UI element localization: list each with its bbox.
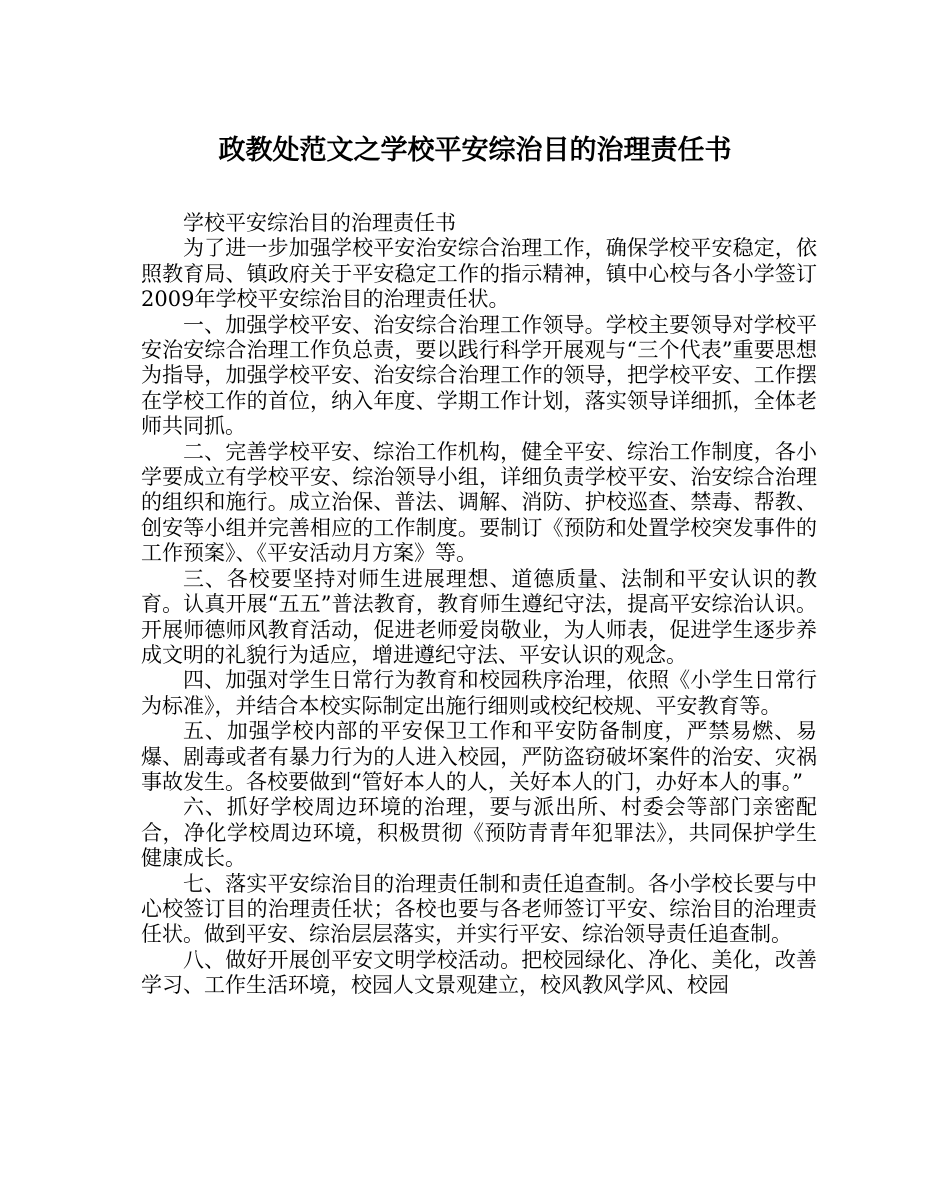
document-title: 政教处范文之学校平安综治目的治理责任书 bbox=[218, 135, 732, 166]
paragraph-item-6: 六、抓好学校周边环境的治理，要与派出所、村委会等部门亲密配合，净化学校周边环境，积极贯彻《预防青青年犯罪法》，共同保护学生健康成长。 bbox=[141, 795, 817, 871]
paragraph-item-4: 四、加强对学生日常行为教育和校园秩序治理，依照《小学生日常行为标准》，并结合本校实际制定出施行细则或校纪校规、平安教育等。 bbox=[141, 668, 817, 718]
paragraph-item-8: 八、做好开展创平安文明学校活动。把校园绿化、净化、美化，改善学习、工作生活环境，校园人文景观建立，校风教风学风、校园 bbox=[141, 947, 817, 998]
paragraph-item-2: 二、完善学校平安、综治工作机构，健全平安、综治工作制度，各小学要成立有学校平安、综治领导小组，详细负责学校平安、治安综合治理的组织和施行。成立治保、普法、调解、消防、护校巡查、禁毒、帮教、创安等小组并完善相应的工作制度。要制订《预防和处置学校突发事件的工作预案》、《平安活动月方案》等。 bbox=[141, 439, 817, 566]
paragraph-intro: 为了进一步加强学校平安治安综合治理工作，确保学校平安稳定，依照教育局、镇政府关于平安稳定工作的指示精神，镇中心校与各小学签订2009年学校平安综治目的治理责任状。 bbox=[141, 236, 817, 312]
paragraph-subtitle: 学校平安综治目的治理责任书 bbox=[183, 211, 456, 235]
paragraph-item-3: 三、各校要坚持对师生进展理想、道德质量、法制和平安认识的教育。认真开展“五五”普法教育，教育师生遵纪守法，提高平安综治认识。开展师德师风教育活动，促进老师爱岗敬业，为人师表，促进学生逐步养成文明的礼貌行为适应，增进遵纪守法、平安认识的观念。 bbox=[141, 566, 817, 667]
paragraph-item-1: 一、加强学校平安、治安综合治理工作领导。学校主要领导对学校平安治安综合治理工作负总责，要以践行科学开展观与“三个代表”重要思想为指导，加强学校平安、治安综合治理工作的领导，把学校平安、工作摆在学校工作的首位，纳入年度、学期工作计划，落实领导详细抓，全体老师共同抓。 bbox=[141, 312, 817, 439]
document-body bbox=[141, 211, 817, 999]
paragraph-item-5: 五、加强学校内部的平安保卫工作和平安防备制度，严禁易燃、易爆、剧毒或者有暴力行为的人进入校园，严防盗窃破坏案件的治安、灾祸事故发生。各校要做到“管好本人的人，关好本人的门，办好本人的事。” bbox=[141, 719, 817, 794]
paragraph-item-7: 七、落实平安综治目的治理责任制和责任追查制。各小学校长要与中心校签订目的治理责任状；各校也要与各老师签订平安、综治目的治理责任状。做到平安、综治层层落实，并实行平安、综治领导责任追查制。 bbox=[141, 871, 817, 947]
